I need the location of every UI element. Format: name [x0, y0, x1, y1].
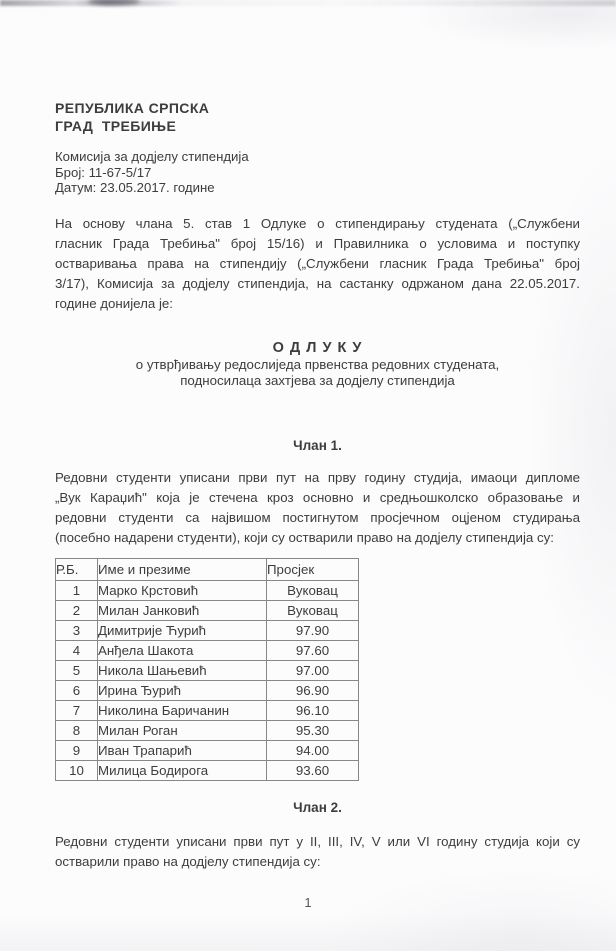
org-name-city: ГРАД ТРЕБИЊЕ — [55, 118, 177, 134]
cell-average: 97.60 — [267, 640, 359, 660]
table-row — [56, 760, 359, 780]
reference-number: Број: 11-67-5/17 — [55, 164, 152, 180]
col-header-name: Име и презиме — [98, 558, 267, 580]
cell-average: 96.90 — [267, 680, 359, 700]
cell-average: Вуковац — [267, 600, 359, 620]
intro-line: остваривања права на стипендију („Службени гласник Града Требиња" број — [55, 255, 580, 271]
table-row — [56, 580, 359, 600]
table-row — [56, 740, 359, 760]
decision-subtitle-line2: подносилаца захтјева за додјелу стипендија — [180, 372, 455, 388]
article1-line: „Вук Караџић" која је стечена кроз основно и средњошколско образовање и — [55, 489, 580, 505]
cell-average: 94.00 — [267, 740, 359, 760]
article1-heading: Члан 1. — [293, 437, 342, 453]
decision-title-block — [55, 340, 580, 389]
cell-average: Вуковац — [267, 580, 359, 600]
table-row — [56, 640, 359, 660]
cell-average: 93.60 — [267, 760, 359, 780]
cell-name: Ирина Ђурић — [98, 680, 267, 700]
table-header-row — [56, 558, 359, 580]
table-row — [56, 620, 359, 640]
article2-heading: Члан 2. — [293, 799, 342, 815]
col-header-average: Просјек — [267, 558, 359, 580]
decision-title: О Д Л У К У — [272, 339, 363, 356]
intro-line: На основу члана 5. став 1 Одлуке о стипендирању студената („Службени — [55, 215, 580, 231]
cell-ordinal: 10 — [56, 760, 98, 780]
cell-name: Николина Баричанин — [98, 700, 267, 720]
table-row — [56, 700, 359, 720]
col-header-ordinal: Р.Б. — [56, 558, 98, 580]
article2-line: остварили право на додјелу стипендија су: — [55, 853, 321, 869]
intro-line: године донијела је: — [55, 295, 174, 311]
table-row — [56, 600, 359, 620]
cell-ordinal: 8 — [56, 720, 98, 740]
cell-name: Милица Бодирога — [98, 760, 267, 780]
cell-average: 97.00 — [267, 660, 359, 680]
cell-ordinal: 1 — [56, 580, 98, 600]
article1-line: редовни студенти са највишом постигнутом просјечном оцјеном студирања — [55, 509, 580, 525]
commission-name: Комисија за додјелу стипендија — [55, 149, 249, 164]
cell-average: 97.90 — [267, 620, 359, 640]
cell-ordinal: 9 — [56, 740, 98, 760]
cell-name: Никола Шањевић — [98, 660, 267, 680]
cell-ordinal: 7 — [56, 700, 98, 720]
table-row — [56, 660, 359, 680]
article1-line: Редовни студенти уписани први пут на прву годину студија, имаоци дипломе — [55, 469, 580, 485]
cell-name: Милан Роган — [98, 720, 267, 740]
org-header — [55, 99, 580, 135]
cell-name: Анђела Шакота — [98, 640, 267, 660]
cell-ordinal: 2 — [56, 600, 98, 620]
cell-ordinal: 5 — [56, 660, 98, 680]
cell-ordinal: 4 — [56, 640, 98, 660]
students-ranking-table — [55, 558, 359, 781]
document-meta — [55, 149, 580, 196]
article2-paragraph — [55, 832, 580, 872]
cell-average: 95.30 — [267, 720, 359, 740]
cell-ordinal: 6 — [56, 680, 98, 700]
decision-subtitle-line1: о утврђивању редослиједа првенства редовних студената, — [135, 356, 500, 372]
article1-paragraph — [55, 468, 580, 548]
intro-paragraph — [55, 214, 580, 314]
cell-name: Димитрије Ћурић — [98, 620, 267, 640]
cell-name: Марко Крстовић — [98, 580, 267, 600]
page-number: 1 — [304, 895, 312, 910]
intro-line: 3/17), Комисија за додјелу стипендија, на састанку одржаном дана 22.05.2017. — [55, 275, 580, 291]
intro-line: гласник Града Требиња" број 15/16) и Правилника о условима и поступку — [55, 235, 580, 251]
cell-average: 96.10 — [267, 700, 359, 720]
article2-line: Редовни студенти уписани први пут у II, III, IV, V или VI годину студија који су — [55, 833, 580, 849]
document-date: Датум: 23.05.2017. године — [55, 180, 215, 195]
cell-ordinal: 3 — [56, 620, 98, 640]
org-name-republic: РЕПУБЛИКА СРПСКА — [55, 100, 210, 116]
document-content — [55, 99, 580, 872]
table-row — [56, 720, 359, 740]
article1-line: (посебно надарени студенти), који су остварили право на додјелу стипендија су: — [55, 529, 554, 545]
cell-name: Иван Трапарић — [98, 740, 267, 760]
table-row — [56, 680, 359, 700]
cell-name: Милан Јанковић — [98, 600, 267, 620]
